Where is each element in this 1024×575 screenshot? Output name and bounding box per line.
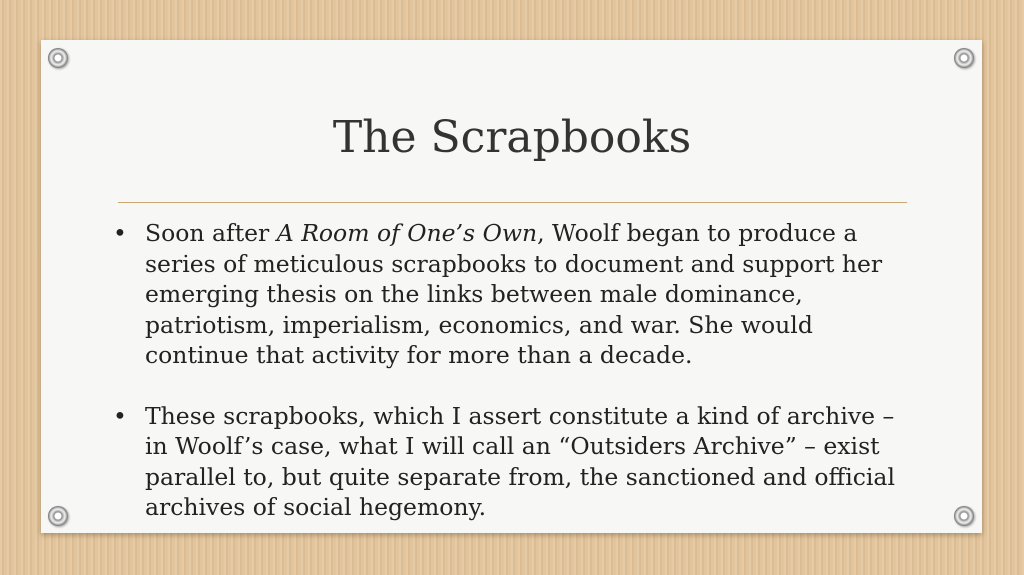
bullet-icon: • bbox=[113, 219, 127, 247]
book-title: A Room of One’s Own bbox=[276, 219, 538, 247]
title-divider bbox=[118, 202, 907, 203]
pushpin-icon bbox=[954, 506, 974, 526]
slide-title: The Scrapbooks bbox=[332, 112, 692, 163]
bullet-text: Soon after A Room of One’s Own, Woolf began to produce a series of meticulous scrapbooks to document and support her emerging thesis on the links between male dominance, patriotism, imperialism, economics, and war. She would continue that activity for more than a decade. bbox=[145, 219, 883, 369]
bullet-item bbox=[113, 401, 913, 523]
bullet-text: These scrapbooks, which I assert constitute a kind of archive – in Woolf’s case, what I will call an “Outsiders Archive” – exist parallel to, but quite separate from, the sanctioned and official archives of social hegemony. bbox=[145, 401, 895, 521]
bullet-list bbox=[113, 218, 913, 523]
pushpin-icon bbox=[48, 506, 68, 526]
pushpin-icon bbox=[48, 48, 68, 68]
pushpin-icon bbox=[954, 48, 974, 68]
bullet-icon: • bbox=[113, 401, 127, 430]
bullet-item bbox=[113, 218, 913, 371]
